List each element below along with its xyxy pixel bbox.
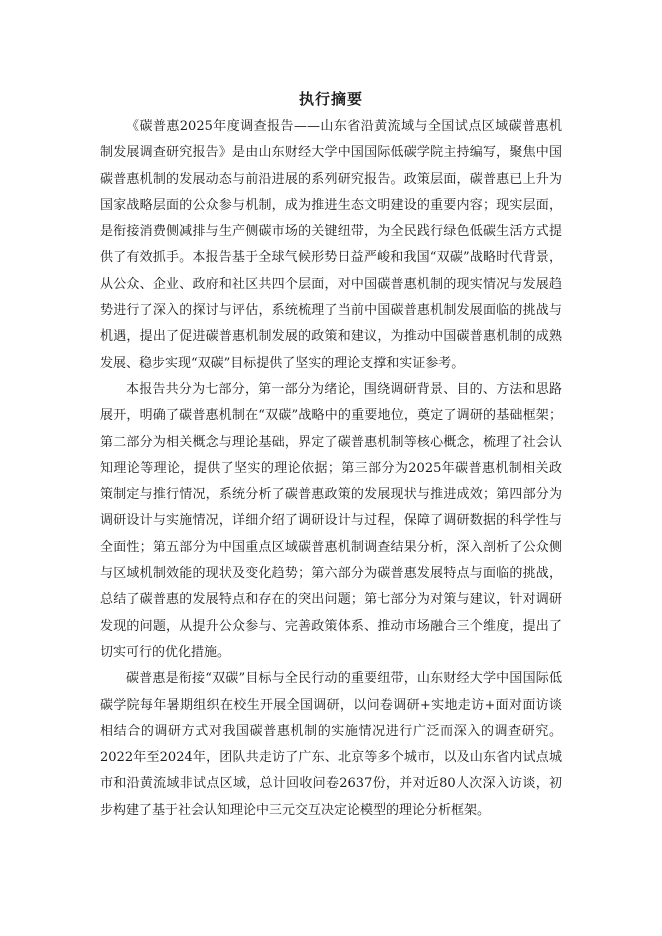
document-page [100, 0, 562, 936]
summary-paragraph-2: 本报告共分为七部分，第一部分为绪论，围绕调研背景、目的、方法和思路展开，明确了碳普惠机制在“双碳”战略中的重要地位，奠定了调研的基础框架；第二部分为相关概念与理论基础，界定了碳普惠机制等核心概念，梳理了社会认知理论等理论，提供了坚实的理论依据；第三部分为2025年碳普惠机制相关政策制定与推行情况，系统分析了碳普惠政策的发展现状与推进成效；第四部分为调研设计与实施情况，详细介绍了调研设计与过程，保障了调研数据的科学性与全面性；第五部分为中国重点区域碳普惠机制调查结果分析，深入剖析了公众侧与区域机制效能的现状及变化趋势；第六部分为碳普惠发展特点与面临的挑战，总结了碳普惠的发展特点和存在的突出问题；第七部分为对策与建议，针对调研发现的问题，从提升公众参与、完善政策体系、推动市场融合三个维度，提出了切实可行的优化措施。 [100, 381, 562, 660]
document-title: 执行摘要 [298, 90, 363, 108]
summary-paragraph-3: 碳普惠是衔接“双碳”目标与全民行动的重要纽带，山东财经大学中国国际低碳学院每年暑期组织在校生开展全国调研，以问卷调研+实地走访+面对面访谈相结合的调研方式对我国碳普惠机制的实施情况进行广泛而深入的调查研究。2022年至2024年，团队共走访了广东、北京等多个城市，以及山东省内试点城市和沿黄流域非试点区域，总计回收问卷2637份，并对近80人次深入访谈，初步构建了基于社会认知理论中三元交互决定论模型的理论分析框架。 [100, 671, 562, 818]
summary-paragraph-1: 《碳普惠2025年度调查报告——山东省沿黄流域与全国试点区域碳普惠机制发展调查研究报告》是由山东财经大学中国国际低碳学院主持编写，聚焦中国碳普惠机制的发展动态与前沿进展的系列研究报告。政策层面，碳普惠已上升为国家战略层面的公众参与机制，成为推进生态文明建设的重要内容；现实层面，是衔接消费侧减排与生产侧碳市场的关键纽带，为全民践行绿色低碳生活方式提供了有效抓手。本报告基于全球气候形势日益严峻和我国“双碳”战略时代背景，从公众、企业、政府和社区共四个层面，对中国碳普惠机制的现实情况与发展趋势进行了深入的探讨与评估，系统梳理了当前中国碳普惠机制发展面临的挑战与机遇，提出了促进碳普惠机制发展的政策和建议，为推动中国碳普惠机制的成熟发展、稳步实现“双碳”目标提供了坚实的理论支撑和实证参考。 [100, 119, 562, 371]
